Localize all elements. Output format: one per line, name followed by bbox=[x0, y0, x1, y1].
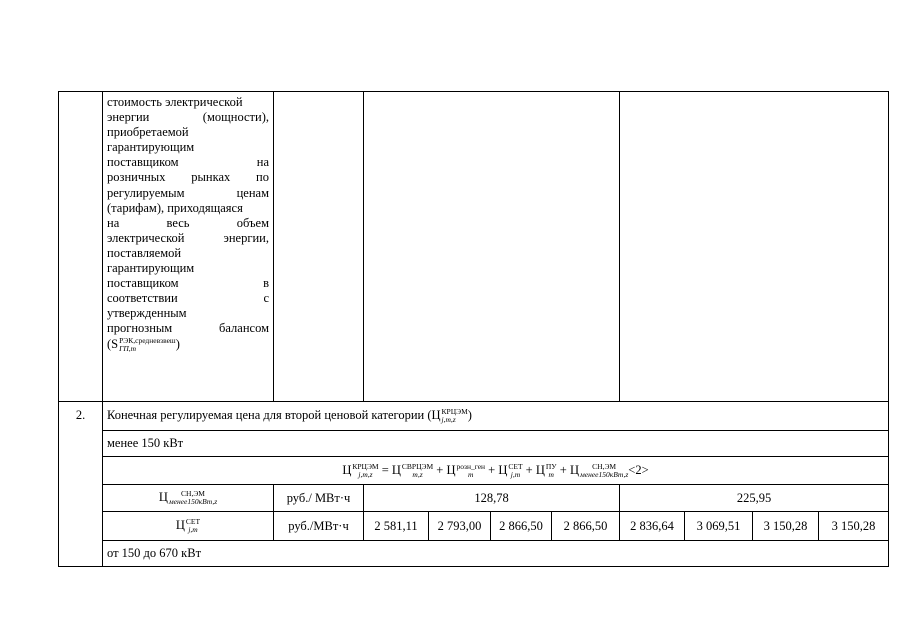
description-line: энергии (мощности), bbox=[107, 110, 269, 125]
description-line: соответствии с bbox=[107, 291, 269, 306]
formula-t3-sub: j,m bbox=[510, 469, 521, 479]
formula-t1-sup: СВРЦЭМ bbox=[401, 461, 434, 471]
table-row-set bbox=[59, 512, 889, 541]
tariff-table bbox=[58, 91, 889, 567]
value-set-7-text: 3 150,28 bbox=[763, 518, 808, 533]
formula-t2-sup: розн_ген bbox=[456, 461, 486, 471]
formula-lhs-sup: КРЦЭМ bbox=[352, 461, 379, 471]
value-set-3 bbox=[491, 512, 552, 541]
value-cell-empty-b bbox=[620, 92, 889, 402]
value-set-8-text: 3 150,28 bbox=[831, 518, 876, 533]
table-row-medium-label bbox=[59, 541, 889, 567]
description-line: гарантирующим bbox=[107, 261, 195, 276]
unit-set-text: руб./МВт·ч bbox=[288, 518, 349, 533]
table-row-formula bbox=[59, 457, 889, 485]
symbol-sub: ГП,m bbox=[119, 343, 137, 353]
symbol-sup: РЭК,средневзвеш bbox=[119, 335, 176, 345]
description-line: (тарифам), приходящаяся bbox=[107, 200, 243, 215]
subsection-label-small-text: менее 150 кВт bbox=[107, 436, 184, 451]
description-line: поставщиком на bbox=[107, 155, 269, 170]
value-set-6-text: 3 069,51 bbox=[696, 518, 741, 533]
title-close: ) bbox=[467, 408, 472, 422]
formula-t5-sub: менее150кВт,z bbox=[579, 469, 629, 479]
indicator-name-sn-em bbox=[103, 485, 274, 512]
value-set-6 bbox=[685, 512, 753, 541]
unit-sn-em bbox=[274, 485, 364, 512]
formula-t1-sub: m,z bbox=[412, 469, 423, 479]
description-cell bbox=[103, 92, 274, 402]
description-line: утвержденным bbox=[107, 306, 187, 321]
formula-t2-sub: m bbox=[468, 469, 474, 479]
set-sub: j,m bbox=[188, 525, 198, 535]
formula-lhs-sub: j,m,z bbox=[358, 469, 373, 479]
table-row-small-label bbox=[59, 431, 889, 457]
value-set-4 bbox=[552, 512, 620, 541]
title-sub: j,m,z bbox=[441, 415, 456, 425]
description-line: поставляемой bbox=[107, 245, 182, 260]
formula-t4-sub: m bbox=[548, 469, 554, 479]
subsection-label-medium-text: от 150 до 670 кВт bbox=[107, 546, 202, 561]
value-sn-em-b-text: 225,95 bbox=[736, 490, 772, 505]
formula-t3: Ц bbox=[498, 462, 508, 477]
formula-t3-sup: СЕТ bbox=[508, 461, 523, 471]
section-number bbox=[59, 402, 103, 567]
title-sup: КРЦЭМ bbox=[441, 407, 468, 417]
description-symbol bbox=[107, 337, 269, 353]
formula-t4: Ц bbox=[535, 462, 545, 477]
value-set-3-text: 2 866,50 bbox=[499, 518, 543, 533]
formula-t4-sup: ПУ bbox=[545, 461, 557, 471]
description-line: розничных рынках по bbox=[107, 170, 269, 185]
number-cell-empty bbox=[59, 92, 103, 402]
table-row-sn-em bbox=[59, 485, 889, 512]
sn-em-symbol: Ц bbox=[158, 490, 168, 505]
value-set-4-text: 2 866,50 bbox=[563, 518, 608, 533]
description-text bbox=[103, 92, 273, 355]
value-sn-em-b bbox=[620, 485, 889, 512]
formula-t5-sup: СН,ЭМ bbox=[592, 461, 617, 471]
formula-t5: Ц bbox=[569, 462, 579, 477]
description-line: поставщиком в bbox=[107, 276, 269, 291]
description-line: гарантирующим bbox=[107, 140, 195, 155]
table-row-section-2 bbox=[59, 402, 889, 431]
section-title bbox=[103, 402, 889, 431]
description-line: электрической энергии, bbox=[107, 230, 269, 245]
formula-t1: Ц bbox=[391, 462, 401, 477]
unit-sn-em-text: руб./ МВт·ч bbox=[286, 490, 351, 505]
value-set-8 bbox=[819, 512, 889, 541]
formula-t2: Ц bbox=[446, 462, 456, 477]
subsection-label-small bbox=[103, 431, 889, 457]
value-set-2 bbox=[429, 512, 491, 541]
section-title-text: Конечная регулируемая цена для второй ценовой категории (Ц bbox=[107, 408, 441, 422]
value-set-5-text: 2 836,64 bbox=[630, 518, 674, 533]
value-set-1-text: 2 581,11 bbox=[374, 518, 418, 533]
unit-cell-empty bbox=[274, 92, 364, 402]
set-sup: СЕТ bbox=[185, 517, 201, 527]
description-line: прогнозным балансом bbox=[107, 321, 269, 336]
section-number-text: 2. bbox=[75, 408, 86, 422]
value-set-2-text: 2 793,00 bbox=[437, 518, 482, 533]
value-set-5 bbox=[620, 512, 685, 541]
subsection-label-medium bbox=[103, 541, 889, 567]
value-set-7 bbox=[753, 512, 819, 541]
description-line: приобретаемой bbox=[107, 125, 189, 140]
formula-note: <2> bbox=[628, 462, 649, 477]
value-cell-empty-a bbox=[364, 92, 620, 402]
symbol-main: (S bbox=[107, 336, 119, 351]
description-line: стоимость электрической bbox=[107, 95, 243, 109]
formula-lhs: Ц bbox=[342, 462, 352, 477]
value-sn-em-a bbox=[364, 485, 620, 512]
table-row-continuation bbox=[59, 92, 889, 402]
set-symbol: Ц bbox=[175, 518, 185, 533]
sn-em-sup: СН,ЭМ bbox=[181, 489, 205, 499]
indicator-name-set bbox=[103, 512, 274, 541]
value-sn-em-a-text: 128,78 bbox=[474, 490, 509, 505]
description-line: регулируемым ценам bbox=[107, 185, 269, 200]
sn-em-sub: менее150кВт,z bbox=[168, 497, 218, 507]
value-set-1 bbox=[364, 512, 429, 541]
unit-set bbox=[274, 512, 364, 541]
formula-cell: Ц КРЦЭМ j,m,z = Ц СВРЦЭМ m,z + Ц розн_ген m + Ц СЕТ j,m + Ц ПУ m + Ц СН,ЭМ менее150кВт,z <2> bbox=[103, 457, 889, 485]
description-line: на весь объем bbox=[107, 215, 269, 230]
symbol-close: ) bbox=[175, 336, 180, 351]
